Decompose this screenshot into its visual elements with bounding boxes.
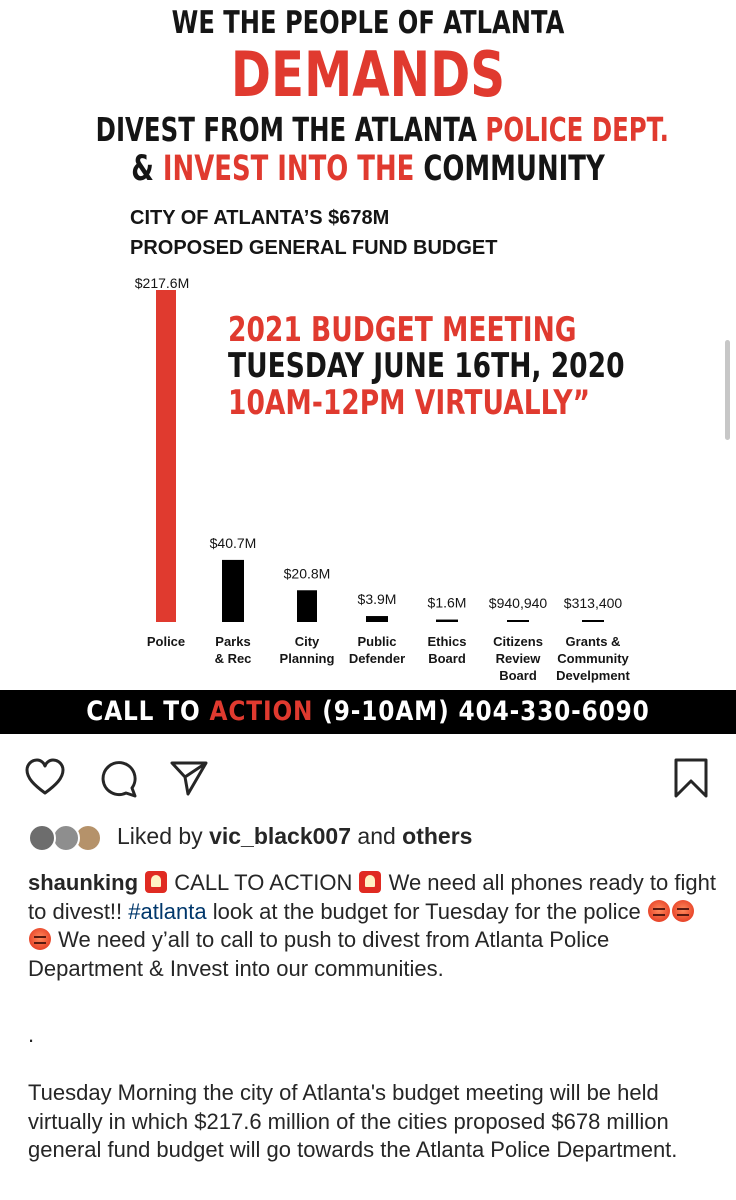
headline-3b: POLICE DEPT.	[485, 110, 669, 149]
share-button[interactable]	[168, 757, 210, 799]
bar-city	[297, 590, 317, 622]
bar-parks	[222, 560, 244, 622]
likes-middle: and	[351, 823, 403, 849]
cta-part-a: CALL TO	[86, 696, 210, 727]
meeting-date: TUESDAY JUNE 16TH, 2020	[228, 346, 625, 386]
category-label: City	[294, 634, 320, 649]
liked-by-user-link[interactable]: vic_black007	[209, 823, 352, 849]
bar-grants	[582, 620, 604, 622]
comment-button[interactable]	[98, 757, 140, 799]
headline-demands	[81, 38, 655, 111]
headline-line-4	[96, 149, 641, 189]
comment-icon	[98, 757, 140, 799]
avatar[interactable]	[28, 824, 56, 852]
bookmark-icon	[670, 757, 712, 799]
angry-face-emoji-icon	[29, 928, 51, 950]
liked-by-others-link[interactable]: others	[402, 823, 473, 849]
caption-part-1: CALL TO ACTION	[168, 870, 359, 895]
paper-plane-icon	[168, 757, 210, 799]
caption-part-4: We need y’all to call to push to divest from Atlanta Police Department & Invest into our communities.	[28, 927, 610, 981]
save-button[interactable]	[670, 757, 712, 799]
value-label: $3.9M	[357, 591, 397, 608]
value-label: $20.8M	[283, 565, 331, 582]
caption-part-3: look at the budget for Tuesday for the police	[206, 898, 647, 924]
headline-line-3	[95, 110, 669, 149]
caption-separator: .	[28, 1022, 35, 1047]
cta-part-c: (9-10AM) 404-330-6090	[313, 696, 650, 727]
category-label: Defender	[348, 651, 406, 666]
headline-3a: DIVEST FROM THE ATLANTA	[95, 110, 486, 149]
headline-4c: COMMUNITY	[414, 149, 605, 189]
bar-citizens	[507, 620, 529, 622]
liked-by-avatars[interactable]	[28, 824, 108, 852]
value-label: $40.7M	[209, 534, 257, 551]
avatar[interactable]	[52, 824, 80, 852]
value-label: $217.6M	[134, 275, 190, 291]
headline-4b: INVEST INTO THE	[162, 149, 415, 189]
siren-emoji-icon	[359, 871, 381, 893]
meeting-time: 10AM-12PM VIRTUALLY”	[228, 383, 591, 423]
value-label: $1.6M	[427, 594, 467, 611]
call-to-action-bar	[0, 690, 736, 734]
liked-by-text	[117, 823, 472, 850]
headline-4a: &	[131, 149, 163, 189]
bar-police	[156, 290, 176, 622]
scrollbar[interactable]	[725, 340, 730, 440]
headline-line-1: WE THE PEOPLE OF ATLANTA	[171, 5, 565, 41]
chart-title-line-1: CITY OF ATLANTA’S $678M	[130, 207, 390, 229]
post-caption	[28, 869, 718, 983]
bar-public	[366, 616, 388, 622]
category-label: Planning	[279, 651, 335, 666]
value-label: $313,400	[563, 595, 623, 611]
headline-demands-text: DEMANDS	[230, 38, 506, 111]
call-to-action-text	[52, 696, 685, 727]
caption-username[interactable]: shaunking	[28, 870, 139, 895]
category-label: Community	[557, 651, 629, 666]
bar-ethics	[436, 620, 458, 622]
angry-face-emoji-icon	[672, 900, 694, 922]
heart-icon	[24, 757, 66, 799]
category-label: Police	[146, 634, 186, 649]
chart-title	[130, 203, 497, 263]
cta-part-b: ACTION	[209, 696, 314, 727]
hashtag-atlanta-link[interactable]: #atlanta	[128, 898, 207, 924]
category-label: Public	[357, 634, 397, 649]
caption-paragraph-2: Tuesday Morning the city of Atlanta's budget meeting will be held virtually in which $217.6 million of the cities proposed $678 million general fund budget will go towards the Atlanta Police Department.	[28, 1080, 678, 1162]
category-label: Board	[428, 651, 466, 666]
category-label: Parks	[215, 634, 251, 649]
meeting-title: 2021 BUDGET MEETING	[228, 310, 577, 350]
category-label: Develpment	[556, 668, 630, 683]
category-label: Board	[499, 668, 537, 683]
category-label: Citizens	[493, 634, 543, 649]
siren-emoji-icon	[145, 871, 167, 893]
chart-title-line-2: PROPOSED GENERAL FUND BUDGET	[130, 237, 498, 259]
likes-prefix: Liked by	[117, 823, 210, 849]
like-button[interactable]	[24, 757, 66, 799]
caption-part-2: We need all phones ready to fight to divest!!	[28, 870, 716, 924]
category-label: Grants &	[565, 634, 621, 649]
category-label: Review	[495, 651, 541, 666]
category-label: & Rec	[214, 651, 252, 666]
category-label: Ethics	[427, 634, 467, 649]
angry-face-emoji-icon	[648, 900, 670, 922]
value-label: $940,940	[488, 595, 548, 611]
